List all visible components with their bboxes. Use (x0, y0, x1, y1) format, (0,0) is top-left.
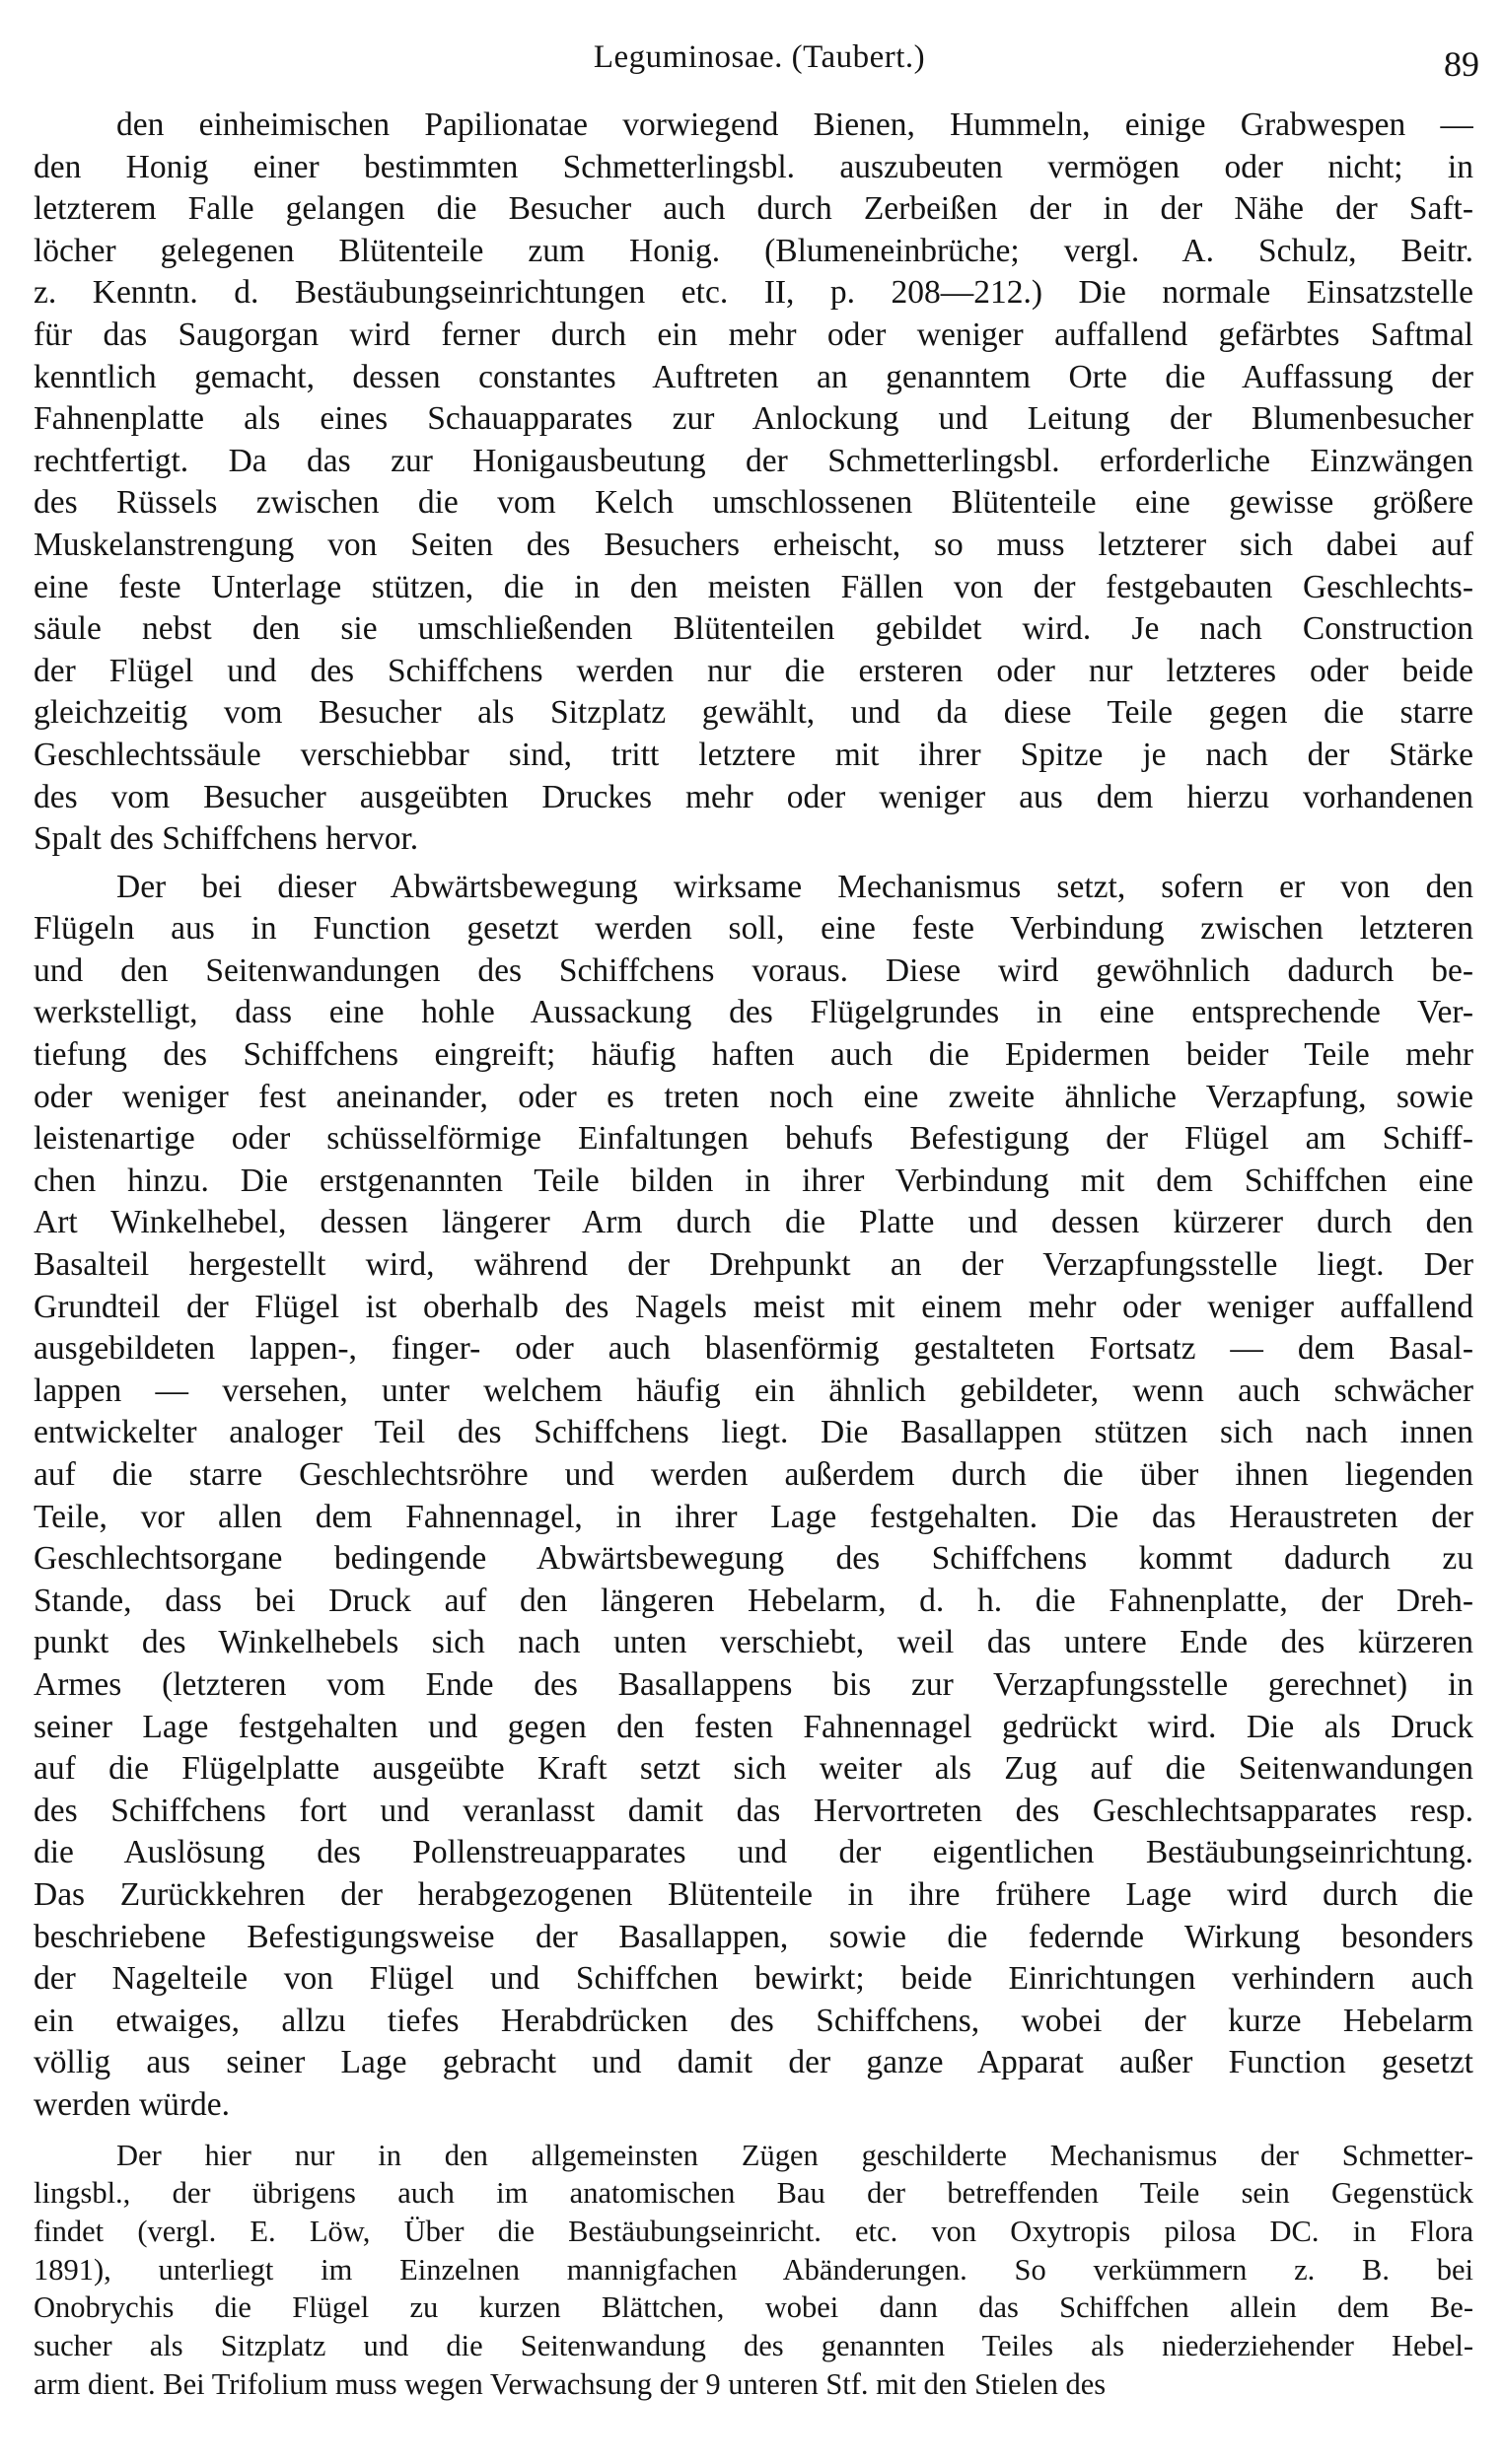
text-line: sucher als Sitzplatz und die Seitenwandung des genannten Teiles als niederziehender Hebel- (34, 2328, 1473, 2362)
text-line: der Flügel und des Schiffchens werden nur die ersteren oder nur letzteres oder beide (34, 652, 1473, 689)
page-number: 89 (1444, 44, 1479, 84)
text-line: säule nebst den sie umschließenden Blütenteilen gebildet wird. Je nach Construction (34, 610, 1473, 648)
text-line: Geschlechtssäule verschiebbar sind, tritt letztere mit ihrer Spitze je nach der Stärke (34, 736, 1473, 773)
text-line: Armes (letzteren vom Ende des Basallappens bis zur Verzapfungsstelle gerechnet) in (34, 1665, 1473, 1703)
text-line: des vom Besucher ausgeübten Druckes mehr oder weniger aus dem hierzu vorhandenen (34, 778, 1473, 815)
text-line: chen hinzu. Die erstgenannten Teile bilden in ihrer Verbindung mit dem Schiffchen eine (34, 1162, 1473, 1199)
text-line: leistenartige oder schüsselförmige Einfaltungen behufs Befestigung der Flügel am Schiff- (34, 1120, 1473, 1158)
text-line: den einheimischen Papilionatae vorwiegend Bienen, Hummeln, einige Grabwespen — (116, 106, 1473, 143)
text-line: 1891), unterliegt im Einzelnen mannigfachen Abänderungen. So verkümmern z. B. bei (34, 2252, 1473, 2287)
text-line: löcher gelegenen Blütenteile zum Honig. (Blumeneinbrüche; vergl. A. Schulz, Beitr. (34, 232, 1473, 269)
text-line: Onobrychis die Flügel zu kurzen Blättchen, wobei dann das Schiffchen allein dem Be- (34, 2290, 1473, 2325)
text-line: Fahnenplatte als eines Schauapparates zur Anlockung und Leitung der Blumenbesucher (34, 400, 1473, 438)
text-line: Basalteil hergestellt wird, während der Drehpunkt an der Verzapfungsstelle liegt. Der (34, 1246, 1473, 1284)
text-line: letzterem Falle gelangen die Besucher auch durch Zerbeißen der in der Nähe der Saft- (34, 190, 1473, 228)
text-line: auf die Flügelplatte ausgeübte Kraft setzt sich weiter als Zug auf die Seitenwandungen (34, 1750, 1473, 1788)
text-line: gleichzeitig vom Besucher als Sitzplatz gewählt, und da diese Teile gegen die starre (34, 694, 1473, 732)
paragraph-1 (34, 105, 1473, 861)
text-line: auf die starre Geschlechtsröhre und werden außerdem durch die über ihnen liegenden (34, 1456, 1473, 1493)
text-line: Teile, vor allen dem Fahnennagel, in ihrer Lage festgehalten. Die das Heraustreten der (34, 1498, 1473, 1535)
text-line: die Auslösung des Pollenstreuapparates und der eigentlichen Bestäubungseinrichtung. (34, 1834, 1473, 1871)
running-head-title: Leguminosae. (Taubert.) (593, 39, 926, 75)
text-line: Geschlechtsorgane bedingende Abwärtsbewegung des Schiffchens kommt dadurch zu (34, 1540, 1473, 1578)
text-line: entwickelter analoger Teil des Schiffchens liegt. Die Basallappen stützen sich nach innen (34, 1414, 1473, 1451)
running-head (39, 30, 1479, 89)
text-line: arm dient. Bei Trifolium muss wegen Verwachsung der 9 unteren Stf. mit den Stielen des (34, 2366, 1107, 2401)
text-line: für das Saugorgan wird ferner durch ein mehr oder weniger auffallend gefärbtes Saftmal (34, 316, 1473, 353)
text-line: Art Winkelhebel, dessen längerer Arm durch die Platte und dessen kürzerer durch den (34, 1204, 1473, 1241)
text-line: rechtfertigt. Da das zur Honigausbeutung der Schmetterlingsbl. erforderliche Einzwängen (34, 442, 1473, 479)
text-line: Flügeln aus in Function gesetzt werden soll, eine feste Verbindung zwischen letzteren (34, 910, 1473, 948)
text-line: z. Kenntn. d. Bestäubungseinrichtungen etc. II, p. 208—212.) Die normale Einsatzstelle (34, 274, 1473, 312)
text-line: ein etwaiges, allzu tiefes Herabdrücken des Schiffchens, wobei der kurze Hebelarm (34, 2002, 1473, 2039)
text-line: Der hier nur in den allgemeinsten Zügen geschilderte Mechanismus der Schmetter- (116, 2138, 1473, 2172)
paragraph-2 (34, 867, 1473, 2127)
text-line: tiefung des Schiffchens eingreift; häufig haften auch die Epidermen beider Teile mehr (34, 1036, 1473, 1074)
text-line: und den Seitenwandungen des Schiffchens voraus. Diese wird gewöhnlich dadurch be- (34, 951, 1473, 989)
text-line: lingsbl., der übrigens auch im anatomischen Bau der betreffenden Teile sein Gegenstück (34, 2176, 1473, 2211)
text-line: Stande, dass bei Druck auf den längeren Hebelarm, d. h. die Fahnenplatte, der Dreh- (34, 1582, 1473, 1619)
text-line: Der bei dieser Abwärtsbewegung wirksame Mechanismus setzt, sofern er von den (116, 868, 1473, 905)
text-line: Grundteil der Flügel ist oberhalb des Nagels meist mit einem mehr oder weniger auffallend (34, 1288, 1473, 1325)
text-line: eine feste Unterlage stützen, die in den meisten Fällen von der festgebauten Geschlechts- (34, 568, 1473, 605)
text-line: Das Zurückkehren der herabgezogenen Blütenteile in ihre frühere Lage wird durch die (34, 1875, 1473, 1913)
body-text (34, 105, 1473, 2403)
text-line: völlig aus seiner Lage gebracht und damit der ganze Apparat außer Function gesetzt (34, 2044, 1473, 2081)
text-line: ausgebildeten lappen-, finger- oder auch blasenförmig gestalteten Fortsatz — dem Basal- (34, 1330, 1473, 1368)
text-line: Spalt des Schiffchens hervor. (34, 820, 419, 858)
text-line: werden würde. (34, 2085, 231, 2123)
text-line: kenntlich gemacht, dessen constantes Auftreten an genanntem Orte die Auffassung der (34, 358, 1473, 395)
text-line: des Schiffchens fort und veranlasst damit das Hervortreten des Geschlechtsapparates resp. (34, 1792, 1473, 1829)
text-line: oder weniger fest aneinander, oder es treten noch eine zweite ähnliche Verzapfung, sowie (34, 1078, 1473, 1115)
text-line: findet (vergl. E. Löw, Über die Bestäubungseinricht. etc. von Oxytropis pilosa DC. in Flora (34, 2214, 1473, 2248)
text-line: werkstelligt, dass eine hohle Aussackung des Flügelgrundes in eine entsprechende Ver- (34, 994, 1473, 1031)
text-line: der Nagelteile von Flügel und Schiffchen bewirkt; beide Einrichtungen verhindern auch (34, 1960, 1473, 1998)
text-line: lappen — versehen, unter welchem häufig ein ähnlich gebildeter, wenn auch schwächer (34, 1372, 1473, 1409)
text-line: seiner Lage festgehalten und gegen den festen Fahnennagel gedrückt wird. Die als Druck (34, 1708, 1473, 1745)
text-line: beschriebene Befestigungsweise der Basallappen, sowie die federnde Wirkung besonders (34, 1918, 1473, 1955)
text-line: den Honig einer bestimmten Schmetterlingsbl. auszubeuten vermögen oder nicht; in (34, 148, 1473, 185)
text-line: Muskelanstrengung von Seiten des Besuchers erheischt, so muss letzterer sich dabei auf (34, 526, 1473, 563)
text-line: punkt des Winkelhebels sich nach unten verschiebt, weil das untere Ende des kürzeren (34, 1624, 1473, 1661)
text-line: des Rüssels zwischen die vom Kelch umschlossenen Blütenteile eine gewisse größere (34, 484, 1473, 522)
paragraph-3 (34, 2137, 1473, 2404)
